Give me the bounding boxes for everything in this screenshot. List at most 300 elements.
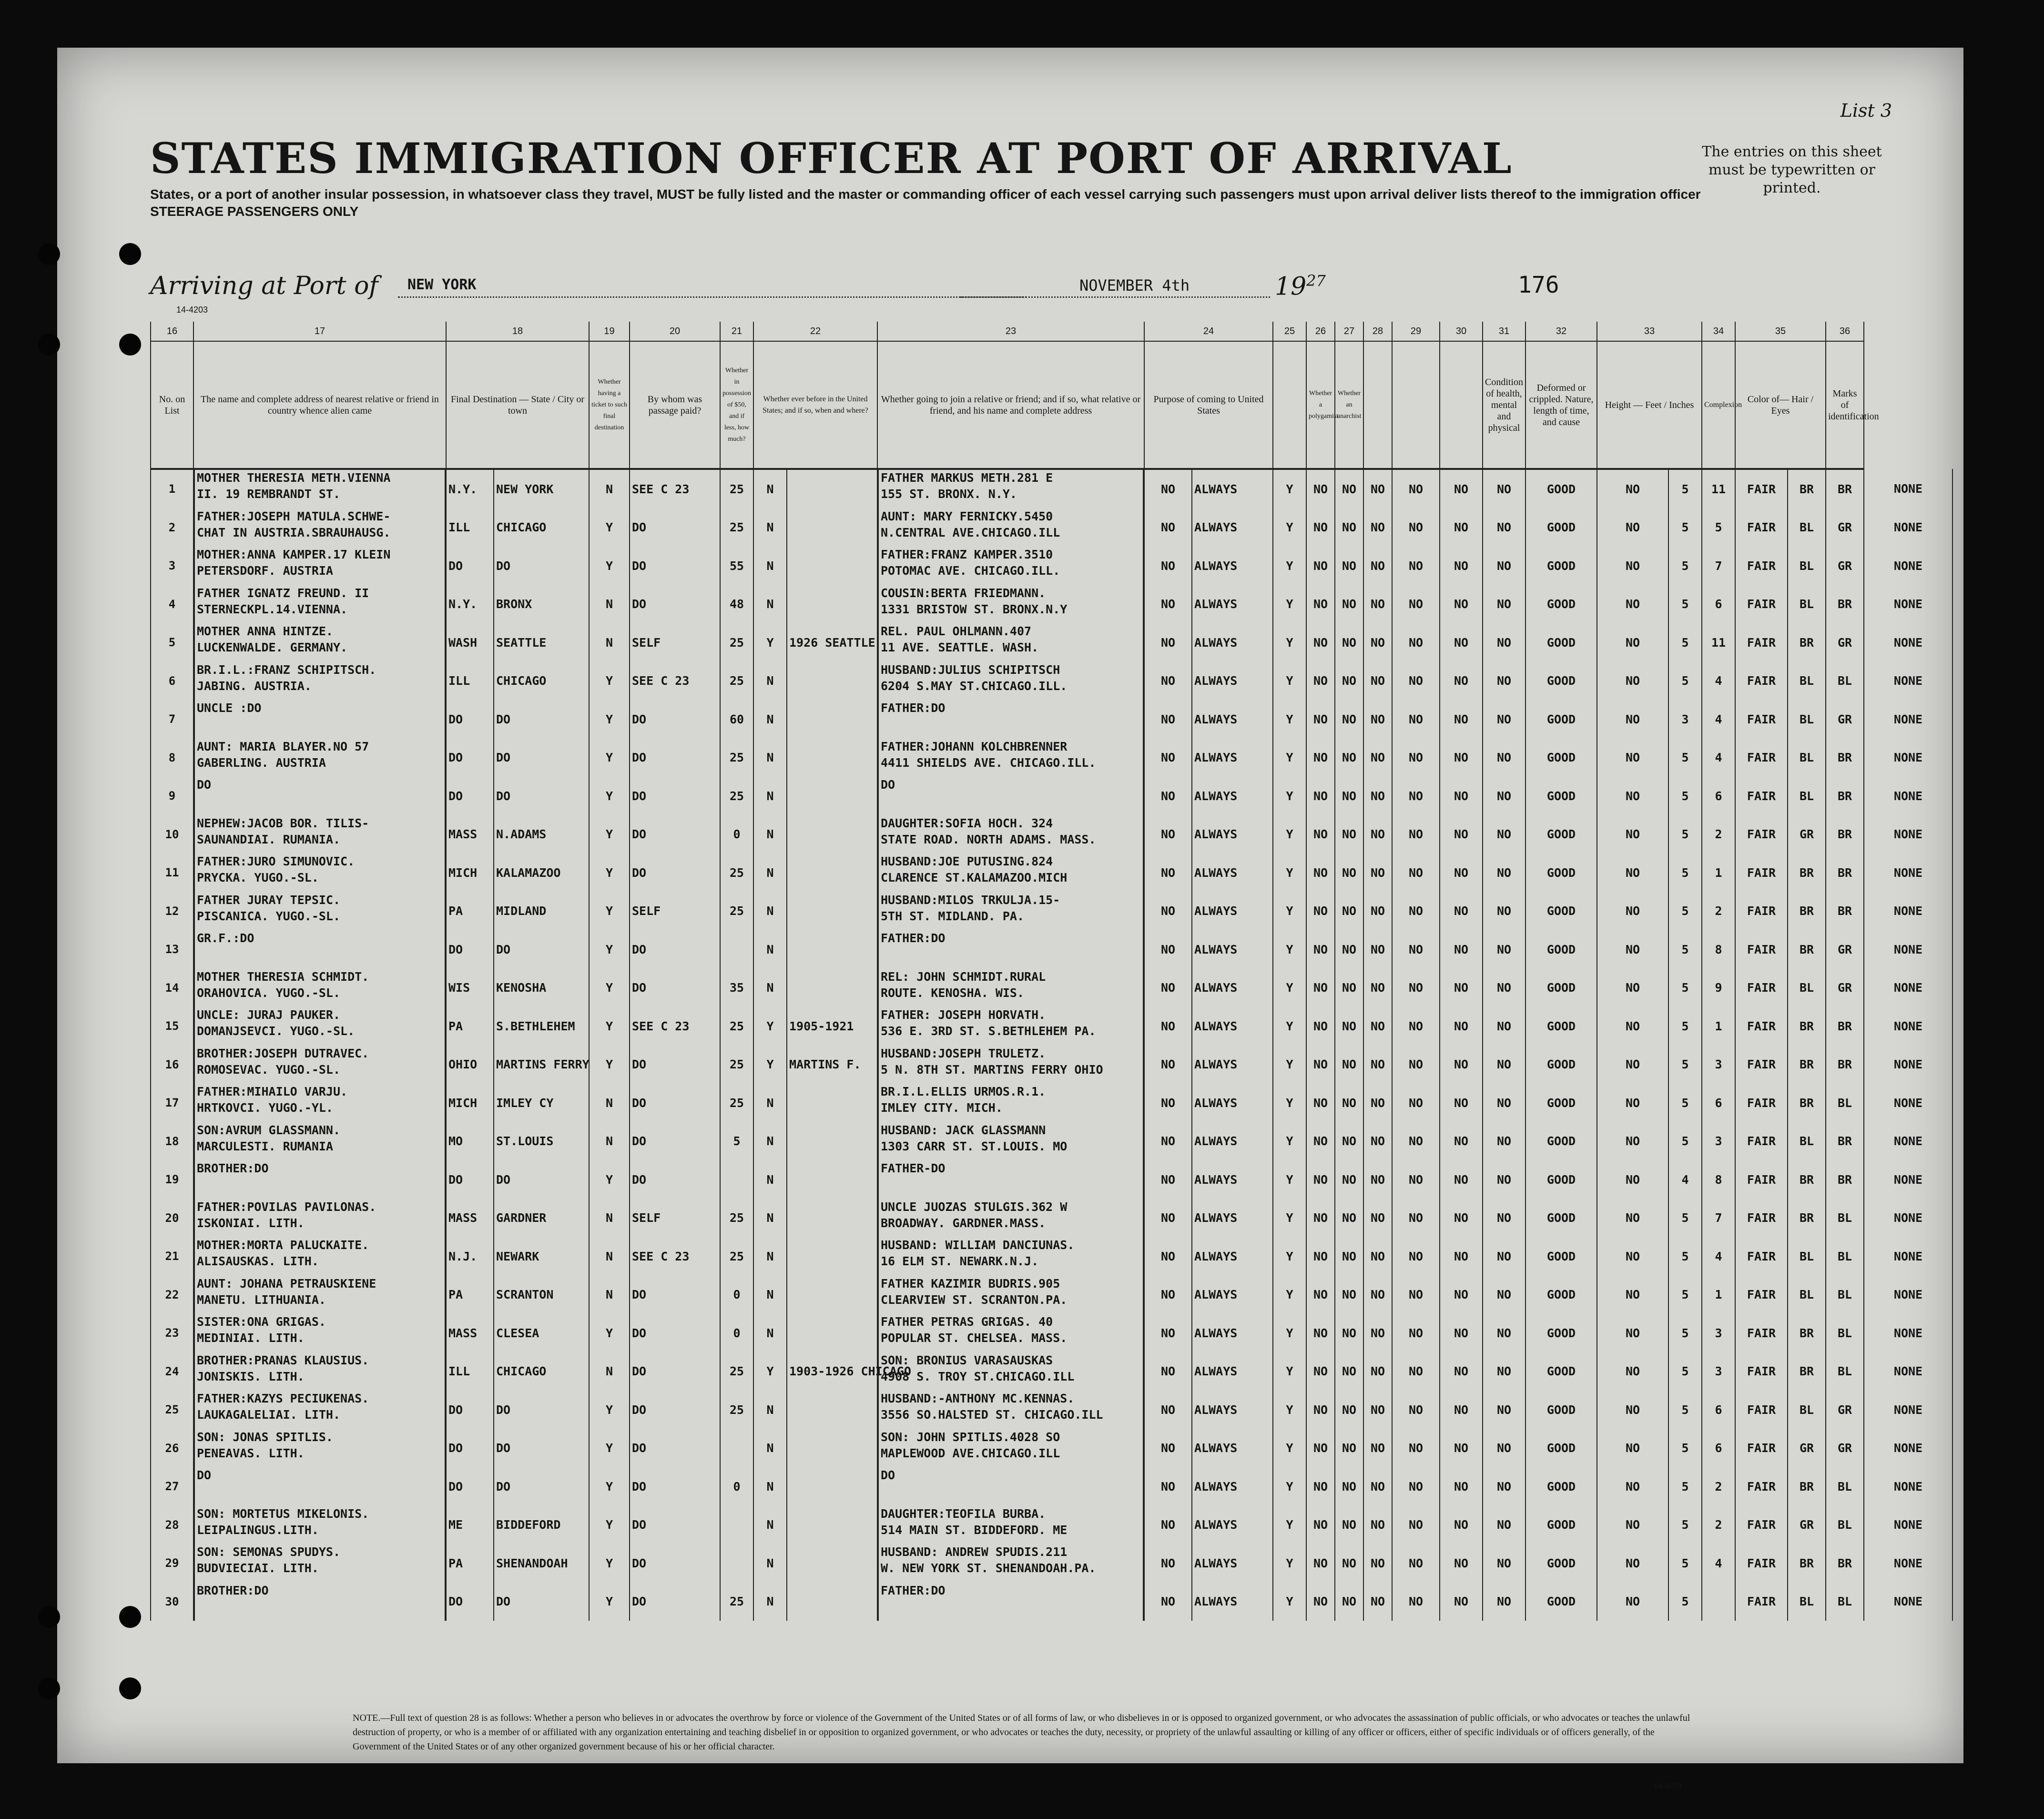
- rel-line-2: LUCKENWALDE. GERMANY.: [197, 640, 348, 654]
- cell-ft: 5: [1668, 969, 1702, 1007]
- cell-joining: [878, 930, 1144, 969]
- cell-g: NO: [1440, 1122, 1483, 1161]
- cell-h: NO: [1483, 508, 1525, 547]
- cell-joining: [878, 777, 1144, 815]
- cell-in: 11: [1702, 623, 1735, 662]
- cell-relative: [194, 547, 446, 585]
- cell-before: N: [753, 1583, 787, 1621]
- rel-line-2: PRYCKA. YUGO.-SL.: [197, 871, 319, 884]
- rel-line-1: FATHER:MIHAILO VARJU.: [197, 1085, 348, 1098]
- cell-e: NO: [1363, 547, 1392, 585]
- cell-comp: FAIR: [1735, 1160, 1788, 1199]
- cell-def: NO: [1597, 1237, 1668, 1276]
- rel-line-1: AUNT: JOHANA PETRAUSKIENE: [197, 1276, 376, 1291]
- cell-hair: BR: [1788, 1046, 1826, 1084]
- cell-a: NO: [1144, 623, 1192, 662]
- cell-e: NO: [1363, 1046, 1392, 1084]
- cell-ft: 5: [1668, 892, 1702, 931]
- cell-b: Y: [1273, 1160, 1306, 1199]
- cell-city: DO: [494, 700, 589, 739]
- cell-before: N: [753, 1237, 787, 1276]
- join-line-2: FATHER:DO: [881, 701, 946, 715]
- cell-when: [787, 662, 877, 701]
- cell-before: N: [753, 1391, 787, 1429]
- cell-state: MASS: [446, 1199, 494, 1238]
- cell-b: Y: [1273, 1429, 1306, 1468]
- cell-eyes: GR: [1826, 930, 1864, 969]
- header-c28: [1363, 341, 1392, 469]
- cell-g: NO: [1440, 1160, 1483, 1199]
- header-relative: The name and complete address of nearest relative or friend in country whence alien came: [193, 341, 446, 469]
- cell-stay: ALWAYS: [1192, 1544, 1273, 1583]
- cell-when: [787, 1122, 877, 1161]
- cell-def: NO: [1597, 1160, 1668, 1199]
- cell-c: NO: [1306, 969, 1335, 1007]
- cell-f: NO: [1392, 508, 1440, 547]
- cell-paid: DO: [630, 1467, 720, 1506]
- cell-c: NO: [1306, 1199, 1335, 1238]
- rel-line-2: DOMANJSEVCI. YUGO.-SL.: [197, 1024, 355, 1038]
- cell-marks: NONE: [1864, 815, 1952, 854]
- join-line-2: 3556 SO.HALSTED ST. CHICAGO.ILL: [881, 1408, 1103, 1422]
- cell-health: GOOD: [1525, 1160, 1597, 1199]
- cell-marks: NONE: [1864, 777, 1952, 815]
- header-list-no: No. on List: [151, 341, 193, 469]
- cell-ticket: N: [589, 1122, 630, 1161]
- cell-before: N: [753, 1544, 787, 1583]
- cell-b: Y: [1273, 1391, 1306, 1429]
- cell-hair: BL: [1788, 969, 1826, 1007]
- join-line-2: FATHER-DO: [881, 1161, 946, 1175]
- cell-state: MICH: [446, 854, 494, 892]
- cell-comp: FAIR: [1735, 1583, 1788, 1621]
- cell-a: NO: [1144, 739, 1192, 777]
- cell-stay: ALWAYS: [1192, 1160, 1273, 1199]
- cell-f: NO: [1392, 892, 1440, 931]
- rel-line-1: MOTHER:ANNA KAMPER.17 KLEIN: [197, 548, 391, 561]
- cell-city: DO: [494, 1391, 589, 1429]
- cell-g: NO: [1440, 1007, 1483, 1046]
- cell-h: NO: [1483, 854, 1525, 892]
- cell-def: NO: [1597, 469, 1668, 508]
- table-row: [151, 547, 1952, 585]
- cell-d: NO: [1335, 1467, 1363, 1506]
- cell-ft: 5: [1668, 777, 1702, 815]
- cell-money: 25: [720, 1237, 753, 1276]
- join-line-2: IMLEY CITY. MICH.: [881, 1101, 1003, 1115]
- cell-in: 6: [1702, 1429, 1735, 1468]
- cell-relative: [194, 815, 446, 854]
- cell-in: 9: [1702, 969, 1735, 1007]
- cell-c: NO: [1306, 892, 1335, 931]
- cell-e: NO: [1363, 1314, 1392, 1352]
- join-line-2: 155 ST. BRONX. N.Y.: [881, 487, 1017, 501]
- header-before: Whether ever before in the United States; and if so, when and where?: [753, 341, 877, 469]
- cell-stay: ALWAYS: [1192, 1314, 1273, 1352]
- join-line-1: REL: JOHN SCHMIDT.RURAL: [881, 969, 1046, 984]
- cell-g: NO: [1440, 1046, 1483, 1084]
- cell-health: GOOD: [1525, 623, 1597, 662]
- cell-ft: 5: [1668, 508, 1702, 547]
- cell-a: NO: [1144, 969, 1192, 1007]
- cell-c: NO: [1306, 1237, 1335, 1276]
- cell-stay: ALWAYS: [1192, 854, 1273, 892]
- cell-ft: 3: [1668, 700, 1702, 739]
- cell-d: NO: [1335, 739, 1363, 777]
- cell-before: Y: [753, 1007, 787, 1046]
- cell-marks: NONE: [1864, 1199, 1952, 1238]
- cell-money: 0: [720, 1276, 753, 1314]
- rel-line-1: BROTHER:JOSEPH DUTRAVEC.: [197, 1046, 369, 1060]
- join-line-1: HUSBAND:JULIUS SCHIPITSCH: [881, 662, 1060, 677]
- cell-a: NO: [1144, 1544, 1192, 1583]
- cell-city: KALAMAZOO: [494, 854, 589, 892]
- cell-no: 29: [151, 1544, 193, 1583]
- join-line-1: BR.I.L.ELLIS URMOS.R.1.: [881, 1085, 1046, 1098]
- cell-money: 0: [720, 815, 753, 854]
- cell-joining: [878, 854, 1144, 892]
- header-c25: [1273, 341, 1306, 469]
- cell-a: NO: [1144, 1160, 1192, 1199]
- cell-h: NO: [1483, 1391, 1525, 1429]
- table-row: [151, 1352, 1952, 1391]
- cell-e: NO: [1363, 739, 1392, 777]
- cell-g: NO: [1440, 1506, 1483, 1545]
- cell-money: 25: [720, 854, 753, 892]
- cell-comp: FAIR: [1735, 700, 1788, 739]
- column-number-row: 16 17 18 19 20 21 22 23 24 25 26 27 28 29 30 31 32 33 34 35 36: [151, 322, 1952, 341]
- cell-ft: 5: [1668, 1314, 1702, 1352]
- cell-before: Y: [753, 1046, 787, 1084]
- cell-ft: 5: [1668, 1429, 1702, 1468]
- cell-in: 6: [1702, 1084, 1735, 1122]
- table-row: [151, 585, 1952, 624]
- cell-joining: [878, 1046, 1144, 1084]
- cell-e: NO: [1363, 662, 1392, 701]
- cell-eyes: BR: [1826, 1160, 1864, 1199]
- cell-city: CHICAGO: [494, 508, 589, 547]
- cell-d: NO: [1335, 508, 1363, 547]
- cell-eyes: GR: [1826, 1429, 1864, 1468]
- cell-ft: 5: [1668, 739, 1702, 777]
- rel-line-1: FATHER:KAZYS PECIUKENAS.: [197, 1392, 369, 1405]
- cell-state: DO: [446, 1160, 494, 1199]
- cell-c: NO: [1306, 547, 1335, 585]
- cell-a: NO: [1144, 700, 1192, 739]
- cell-g: NO: [1440, 1544, 1483, 1583]
- cell-city: CLESEA: [494, 1314, 589, 1352]
- cell-d: NO: [1335, 547, 1363, 585]
- cell-e: NO: [1363, 1237, 1392, 1276]
- cell-e: NO: [1363, 1160, 1392, 1199]
- cell-comp: FAIR: [1735, 1429, 1788, 1468]
- cell-g: NO: [1440, 1084, 1483, 1122]
- cell-joining: [878, 508, 1144, 547]
- cell-health: GOOD: [1525, 1506, 1597, 1545]
- cell-ticket: N: [589, 1276, 630, 1314]
- cell-f: NO: [1392, 1276, 1440, 1314]
- cell-ticket: Y: [589, 854, 630, 892]
- cell-a: NO: [1144, 1199, 1192, 1238]
- cell-b: Y: [1273, 892, 1306, 931]
- cell-g: NO: [1440, 854, 1483, 892]
- cell-stay: ALWAYS: [1192, 469, 1273, 508]
- cell-a: NO: [1144, 1122, 1192, 1161]
- cell-health: GOOD: [1525, 1314, 1597, 1352]
- cell-g: NO: [1440, 1314, 1483, 1352]
- cell-g: NO: [1440, 739, 1483, 777]
- cell-joining: [878, 547, 1144, 585]
- cell-ticket: Y: [589, 1046, 630, 1084]
- cell-hair: BL: [1788, 1122, 1826, 1161]
- cell-f: NO: [1392, 1391, 1440, 1429]
- cell-relative: [194, 930, 446, 969]
- cell-h: NO: [1483, 1084, 1525, 1122]
- rel-line-1: FATHER:JURO SIMUNOVIC.: [197, 854, 355, 868]
- cell-joining: [878, 1084, 1144, 1122]
- cell-before: N: [753, 508, 787, 547]
- cell-before: N: [753, 854, 787, 892]
- cell-money: 25: [720, 1199, 753, 1238]
- cell-money: [720, 1506, 753, 1545]
- cell-state: PA: [446, 1544, 494, 1583]
- cell-marks: NONE: [1864, 662, 1952, 701]
- table-row: [151, 854, 1952, 892]
- cell-e: NO: [1363, 815, 1392, 854]
- arrival-line: [150, 272, 1866, 300]
- cell-in: 4: [1702, 1237, 1735, 1276]
- cell-comp: FAIR: [1735, 1237, 1788, 1276]
- cell-comp: FAIR: [1735, 662, 1788, 701]
- cell-no: 6: [151, 662, 193, 701]
- subheading: [150, 186, 1818, 220]
- cell-g: NO: [1440, 815, 1483, 854]
- cell-when: [787, 547, 877, 585]
- cell-before: Y: [753, 1352, 787, 1391]
- cell-no: 30: [151, 1583, 193, 1621]
- cell-state: PA: [446, 1276, 494, 1314]
- cell-ticket: Y: [589, 969, 630, 1007]
- cell-c: NO: [1306, 1276, 1335, 1314]
- rel-line-2: HRTKOVCI. YUGO.-YL.: [197, 1101, 333, 1115]
- join-line-2: 11 AVE. SEATTLE. WASH.: [881, 640, 1039, 654]
- cell-money: 25: [720, 1084, 753, 1122]
- cell-d: NO: [1335, 1084, 1363, 1122]
- cell-eyes: GR: [1826, 969, 1864, 1007]
- punch-hole: [119, 1606, 141, 1628]
- cell-comp: FAIR: [1735, 1391, 1788, 1429]
- cell-joining: [878, 1237, 1144, 1276]
- cell-ticket: Y: [589, 739, 630, 777]
- cell-e: NO: [1363, 854, 1392, 892]
- cell-when: [787, 1237, 877, 1276]
- cell-b: Y: [1273, 739, 1306, 777]
- cell-hair: BL: [1788, 662, 1826, 701]
- header-purpose: Purpose of coming to United States: [1144, 341, 1273, 469]
- cell-b: Y: [1273, 623, 1306, 662]
- cell-a: NO: [1144, 1506, 1192, 1545]
- punch-hole: [38, 1606, 60, 1628]
- cell-stay: ALWAYS: [1192, 1199, 1273, 1238]
- cell-health: GOOD: [1525, 892, 1597, 931]
- cell-a: NO: [1144, 854, 1192, 892]
- cell-hair: GR: [1788, 1506, 1826, 1545]
- cell-e: NO: [1363, 508, 1392, 547]
- cell-a: NO: [1144, 892, 1192, 931]
- cell-in: 3: [1702, 1046, 1735, 1084]
- cell-city: NEW YORK: [494, 469, 589, 508]
- cell-e: NO: [1363, 1544, 1392, 1583]
- cell-in: 5: [1702, 508, 1735, 547]
- cell-marks: NONE: [1864, 1429, 1952, 1468]
- cell-ft: 5: [1668, 1276, 1702, 1314]
- cell-marks: NONE: [1864, 700, 1952, 739]
- cell-when: MARTINS F.: [787, 1046, 877, 1084]
- cell-hair: BR: [1788, 930, 1826, 969]
- cell-health: GOOD: [1525, 930, 1597, 969]
- cell-before: Y: [753, 623, 787, 662]
- join-line-2: W. NEW YORK ST. SHENANDOAH.PA.: [881, 1561, 1096, 1575]
- cell-no: 4: [151, 585, 193, 624]
- sheet-number: 176: [1518, 272, 1559, 298]
- cell-c: NO: [1306, 1506, 1335, 1545]
- cell-no: 15: [151, 1007, 193, 1046]
- cell-ft: 5: [1668, 1122, 1702, 1161]
- cell-relative: [194, 1467, 446, 1506]
- header-money: Whether in possession of $50, and if less, how much?: [720, 341, 753, 469]
- cell-state: ILL: [446, 1352, 494, 1391]
- cell-f: NO: [1392, 1544, 1440, 1583]
- cell-f: NO: [1392, 1583, 1440, 1621]
- join-line-2: FATHER:DO: [881, 1583, 946, 1597]
- rel-line-2: DO: [197, 1468, 212, 1482]
- cell-f: NO: [1392, 1429, 1440, 1468]
- cell-city: DO: [494, 547, 589, 585]
- cell-c: NO: [1306, 1391, 1335, 1429]
- cell-hair: BL: [1788, 1276, 1826, 1314]
- cell-joining: [878, 815, 1144, 854]
- table-row: [151, 623, 1952, 662]
- cell-money: 25: [720, 1007, 753, 1046]
- cell-health: GOOD: [1525, 508, 1597, 547]
- cell-a: NO: [1144, 815, 1192, 854]
- cell-ticket: Y: [589, 1506, 630, 1545]
- table-row: [151, 1199, 1952, 1238]
- table-row: [151, 1276, 1952, 1314]
- cell-in: 8: [1702, 930, 1735, 969]
- cell-when: [787, 1276, 877, 1314]
- cell-ticket: N: [589, 1237, 630, 1276]
- join-line-2: 1303 CARR ST. ST.LOUIS. MO: [881, 1139, 1068, 1153]
- cell-comp: FAIR: [1735, 1314, 1788, 1352]
- rel-line-2: ORAHOVICA. YUGO.-SL.: [197, 986, 341, 1000]
- cell-def: NO: [1597, 1046, 1668, 1084]
- cell-eyes: BR: [1826, 1046, 1864, 1084]
- cell-hair: BL: [1788, 1583, 1826, 1621]
- cell-hair: GR: [1788, 815, 1826, 854]
- cell-eyes: BR: [1826, 469, 1864, 508]
- cell-stay: ALWAYS: [1192, 1276, 1273, 1314]
- cell-def: NO: [1597, 1544, 1668, 1583]
- cell-h: NO: [1483, 1276, 1525, 1314]
- cell-health: GOOD: [1525, 854, 1597, 892]
- cell-e: NO: [1363, 1199, 1392, 1238]
- cell-stay: ALWAYS: [1192, 1046, 1273, 1084]
- cell-when: [787, 1467, 877, 1506]
- rel-line-2: MEDINIAI. LITH.: [197, 1331, 305, 1345]
- table-row: [151, 1391, 1952, 1429]
- cell-relative: [194, 1583, 446, 1621]
- cell-money: 0: [720, 1467, 753, 1506]
- cell-b: Y: [1273, 1276, 1306, 1314]
- cell-c: NO: [1306, 815, 1335, 854]
- cell-def: NO: [1597, 969, 1668, 1007]
- cell-eyes: BR: [1826, 1544, 1864, 1583]
- cell-marks: NONE: [1864, 1084, 1952, 1122]
- cell-money: 48: [720, 585, 753, 624]
- cell-health: GOOD: [1525, 547, 1597, 585]
- cell-paid: DO: [630, 815, 720, 854]
- cell-a: NO: [1144, 662, 1192, 701]
- port-name: NEW YORK: [407, 276, 477, 293]
- join-line-2: 6204 S.MAY ST.CHICAGO.ILL.: [881, 679, 1068, 693]
- cell-hair: BR: [1788, 892, 1826, 931]
- header-color: Color of— Hair / Eyes: [1735, 341, 1826, 469]
- cell-f: NO: [1392, 1506, 1440, 1545]
- cell-in: 4: [1702, 1544, 1735, 1583]
- cell-g: NO: [1440, 469, 1483, 508]
- table-row: [151, 1583, 1952, 1621]
- cell-def: NO: [1597, 623, 1668, 662]
- rel-line-1: MOTHER THERESIA SCHMIDT.: [197, 969, 369, 984]
- cell-h: NO: [1483, 547, 1525, 585]
- cell-marks: NONE: [1864, 892, 1952, 931]
- cell-eyes: BR: [1826, 739, 1864, 777]
- cell-stay: ALWAYS: [1192, 1007, 1273, 1046]
- cell-marks: NONE: [1864, 1237, 1952, 1276]
- cell-d: NO: [1335, 1314, 1363, 1352]
- cell-f: NO: [1392, 1352, 1440, 1391]
- rel-line-2: JONISKIS. LITH.: [197, 1369, 305, 1383]
- cell-def: NO: [1597, 1506, 1668, 1545]
- cell-eyes: BL: [1826, 1276, 1864, 1314]
- join-line-2: POTOMAC AVE. CHICAGO.ILL.: [881, 564, 1060, 578]
- cell-stay: ALWAYS: [1192, 739, 1273, 777]
- cell-paid: SELF: [630, 1199, 720, 1238]
- punch-hole: [119, 334, 141, 356]
- cell-ft: 5: [1668, 623, 1702, 662]
- cell-g: NO: [1440, 1352, 1483, 1391]
- cell-when: [787, 1160, 877, 1199]
- cell-joining: [878, 739, 1144, 777]
- cell-paid: DO: [630, 585, 720, 624]
- cell-money: 25: [720, 892, 753, 931]
- header-polygamist: Whether a polygamist: [1306, 341, 1335, 469]
- cell-when: [787, 1506, 877, 1545]
- cell-comp: FAIR: [1735, 1467, 1788, 1506]
- cell-ticket: Y: [589, 815, 630, 854]
- rel-line-2: GR.F.:DO: [197, 931, 254, 945]
- cell-joining: [878, 1352, 1144, 1391]
- cell-health: GOOD: [1525, 1084, 1597, 1122]
- cell-no: 17: [151, 1084, 193, 1122]
- cell-hair: BL: [1788, 547, 1826, 585]
- cell-relative: [194, 1391, 446, 1429]
- cell-hair: BR: [1788, 1160, 1826, 1199]
- cell-before: N: [753, 1429, 787, 1468]
- cell-ticket: Y: [589, 930, 630, 969]
- cell-h: NO: [1483, 739, 1525, 777]
